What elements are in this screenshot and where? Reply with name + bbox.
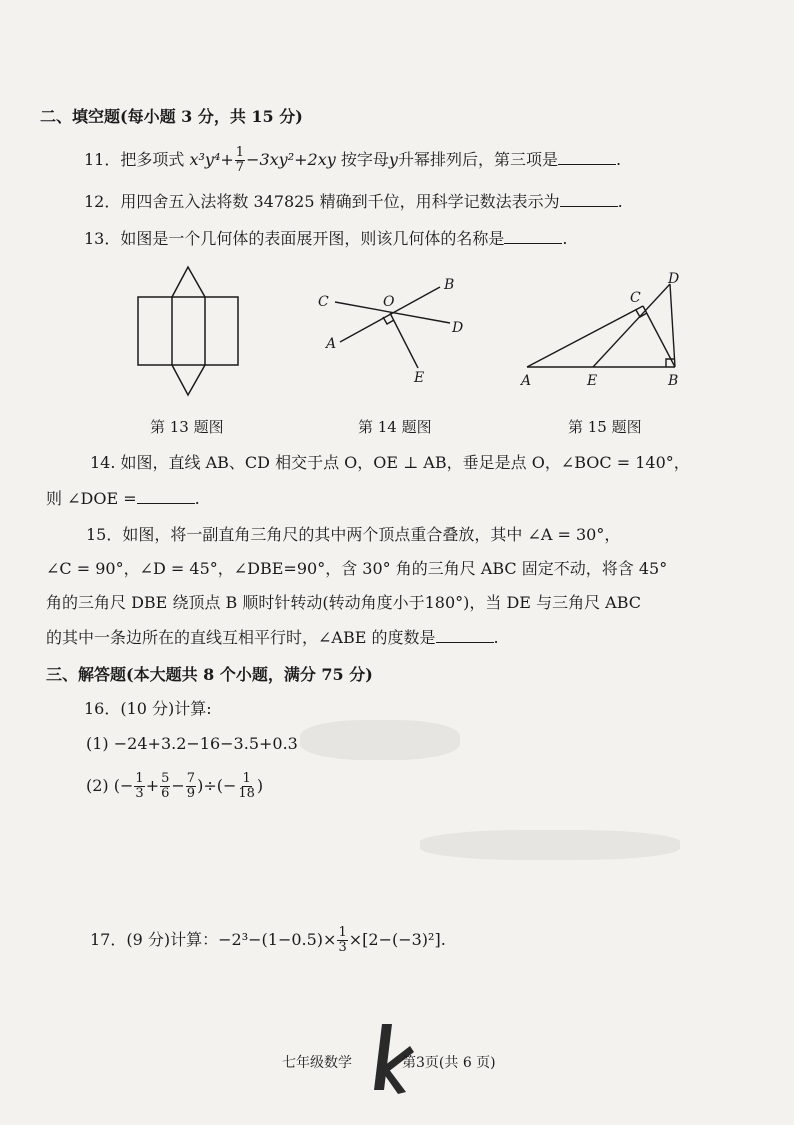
fig14-label-E: E: [414, 370, 425, 386]
q12-end: .: [617, 192, 623, 211]
question-13: [84, 228, 567, 250]
q16-p2-label: (2): [86, 776, 109, 795]
question-15-line2: ∠C = 90°，∠D = 45°，∠DBE=90°，含 30° 角的三角尺 ABC 固定不动，将含 45°: [46, 559, 668, 578]
q11-poly-term: x³y⁴: [189, 150, 221, 169]
figure-15-caption: 第 15 题图: [568, 418, 642, 436]
q17-fraction: [337, 926, 347, 955]
fig14-label-O: O: [383, 294, 395, 310]
section-3-heading: 三、解答题(本大题共 8 个小题，满分 75 分): [46, 665, 373, 684]
question-14-line2: [46, 488, 200, 510]
q16-frac-2-den: 6: [161, 786, 170, 801]
q12-text: 用四舍五入法将数 347825 精确到千位，用科学记数法表示为: [120, 192, 560, 211]
question-15-line1: 15．如图，将一副直角三角尺的其中两个顶点重合叠放，其中 ∠A = 30°，: [86, 525, 621, 544]
q15-answer-blank[interactable]: [436, 628, 494, 643]
q13-end: .: [562, 229, 568, 248]
q17-title: 17．(9 分)计算：: [90, 930, 219, 949]
q16-close: ): [256, 776, 264, 795]
footer-page-number: 第3页(共 6 页): [402, 1055, 496, 1071]
question-16-title: 16．(10 分)计算:: [84, 699, 212, 718]
q11-frac-den: 7: [235, 160, 245, 175]
q11-plus: +: [220, 150, 234, 169]
q13-text: 如图是一个几何体的表面展开图，则该几何体的名称是: [120, 229, 505, 248]
q11-fraction: [235, 146, 245, 175]
q14-text: 则 ∠DOE =: [46, 489, 137, 508]
fig15-label-E: E: [587, 373, 598, 389]
question-12: [84, 191, 623, 213]
q13-answer-blank[interactable]: [504, 229, 562, 244]
q12-number: 12．: [84, 192, 121, 211]
q17-expr-b: ×[2−(−3)²].: [348, 930, 446, 949]
q12-answer-blank[interactable]: [560, 192, 618, 207]
question-16-part2: [86, 768, 263, 804]
q17-frac-num: 1: [338, 925, 347, 940]
q15-text: 的其中一条边所在的直线互相平行时，∠ABE 的度数是: [46, 628, 436, 647]
q16-p1-label: (1): [86, 734, 109, 753]
figure-14-caption: 第 14 题图: [358, 418, 432, 436]
q11-text-c: 升幂排列后，第三项是: [397, 150, 558, 169]
question-15-line4: [46, 627, 499, 649]
figure-13-prism-net: [130, 262, 250, 402]
q11-poly-rest: −3xy²+2xy: [246, 150, 336, 169]
q16-frac-4-num: 1: [242, 771, 251, 786]
q16-frac-3: [186, 772, 196, 801]
q16-frac-3-den: 9: [186, 786, 196, 801]
q11-answer-blank[interactable]: [558, 150, 616, 165]
fig15-label-A: A: [521, 373, 532, 389]
footer-subject: 七年级数学: [282, 1055, 352, 1071]
figure-14-intersecting-lines: [310, 270, 480, 390]
section-2-heading: 二、填空题(每小题 3 分，共 15 分): [40, 107, 303, 126]
q16-frac-4: [237, 772, 256, 801]
q13-number: 13．: [84, 229, 121, 248]
fig15-label-C: C: [630, 290, 641, 306]
fig14-label-A: A: [326, 336, 337, 352]
q14-answer-blank[interactable]: [137, 489, 195, 504]
q14-end: .: [194, 489, 200, 508]
q16-plus: +: [145, 776, 160, 795]
q16-div: )÷(−: [197, 776, 237, 795]
q16-frac-2-num: 5: [161, 771, 170, 786]
fig14-label-D: D: [452, 320, 464, 336]
fig14-label-B: B: [444, 277, 455, 293]
figure-13-caption: 第 13 题图: [150, 418, 224, 436]
fig14-label-C: C: [318, 294, 329, 310]
q16-p1-expr: −24+3.2−16−3.5+0.3: [113, 734, 298, 753]
q16-frac-4-den: 18: [238, 786, 255, 801]
q16-frac-3-num: 7: [186, 771, 196, 786]
question-14-line1: 14. 如图，直线 AB、CD 相交于点 O，OE ⊥ AB，垂足是点 O，∠BOC = 140°，: [90, 453, 690, 472]
q11-text-b: 按字母: [340, 150, 389, 169]
q16-frac-2: [160, 772, 170, 801]
q16-p2-open: (−: [113, 776, 134, 795]
q11-frac-num: 1: [235, 145, 245, 160]
fig15-label-D: D: [668, 271, 680, 287]
q11-number: 11．: [84, 150, 121, 169]
figure-15-set-squares: [515, 270, 695, 395]
scan-smudge: [420, 830, 680, 860]
question-16-part1: [86, 733, 298, 755]
q17-expr-a: −2³−(1−0.5)×: [218, 930, 337, 949]
q15-end: .: [493, 628, 499, 647]
question-15-line3: 角的三角尺 DBE 绕顶点 B 顺时针转动(转动角度小于180°)，当 DE 与三角尺 ABC: [46, 593, 642, 612]
q11-text-a: 把多项式: [120, 150, 185, 169]
q16-minus: −: [171, 776, 185, 795]
question-17: [90, 922, 446, 958]
scan-smudge: [300, 720, 460, 760]
q11-end: .: [615, 150, 622, 169]
q16-frac-1-num: 1: [135, 771, 144, 786]
q17-frac-den: 3: [338, 940, 347, 955]
q16-frac-1-den: 3: [135, 786, 144, 801]
fig15-label-B: B: [668, 373, 679, 389]
q11-var: y: [388, 150, 398, 169]
q16-frac-1: [134, 772, 144, 801]
question-11: [84, 146, 621, 175]
